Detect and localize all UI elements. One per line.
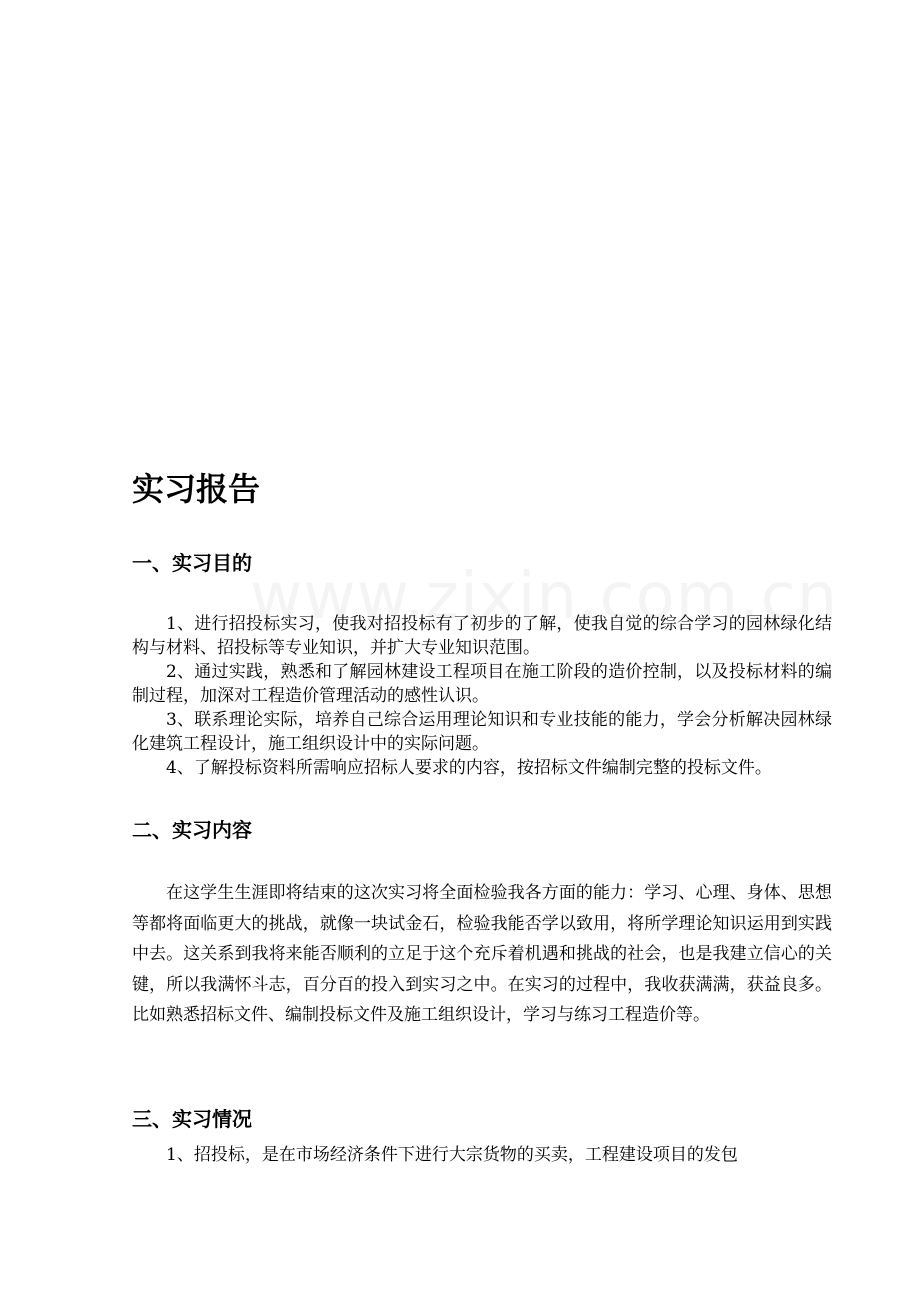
content-body <box>132 878 832 1031</box>
situation-paragraph: 1、招投标，是在市场经济条件下进行大宗货物的买卖，工程建设项目的发包 <box>166 1145 738 1165</box>
section-heading-situation: 三、实习情况 <box>132 1107 252 1131</box>
objective-paragraph: 1、进行招投标实习，使我对招投标有了初步的了解，使我自觉的综合学习的园林绿化结构与材料、招投标等专业知识，并扩大专业知识范围。 <box>132 614 832 658</box>
section-heading-objectives: 一、实习目的 <box>132 551 252 575</box>
objective-paragraph: 2、通过实践，熟悉和了解园林建设工程项目在施工阶段的造价控制，以及投标材料的编制过程，加深对工程造价管理活动的感性认识。 <box>132 662 832 706</box>
objective-paragraph: 4、了解投标资料所需响应招标人要求的内容，按招标文件编制完整的投标文件。 <box>166 758 772 778</box>
objectives-list <box>132 612 832 780</box>
objective-paragraph: 3、联系理论实际，培养自己综合运用理论知识和专业技能的能力，学会分析解决园林绿化建筑工程设计，施工组织设计中的实际问题。 <box>132 710 832 754</box>
content-paragraph: 在这学生生涯即将结束的这次实习将全面检验我各方面的能力：学习、心理、身体、思想等都将面临更大的挑战，就像一块试金石，检验我能否学以致用，将所学理论知识运用到实践中去。这关系到我将来能否顺利的立足于这个充斥着机遇和挑战的社会，也是我建立信心的关键，所以我满怀斗志，百分百的投入到实习之中。在实习的过程中，我收获满满，获益良多。比如熟悉招标文件、编制投标文件及施工组织设计，学习与练习工程造价等。 <box>132 883 832 1025</box>
document-title: 实习报告 <box>132 470 261 508</box>
section-heading-content: 二、实习内容 <box>132 818 252 842</box>
situation-body <box>132 1140 832 1170</box>
